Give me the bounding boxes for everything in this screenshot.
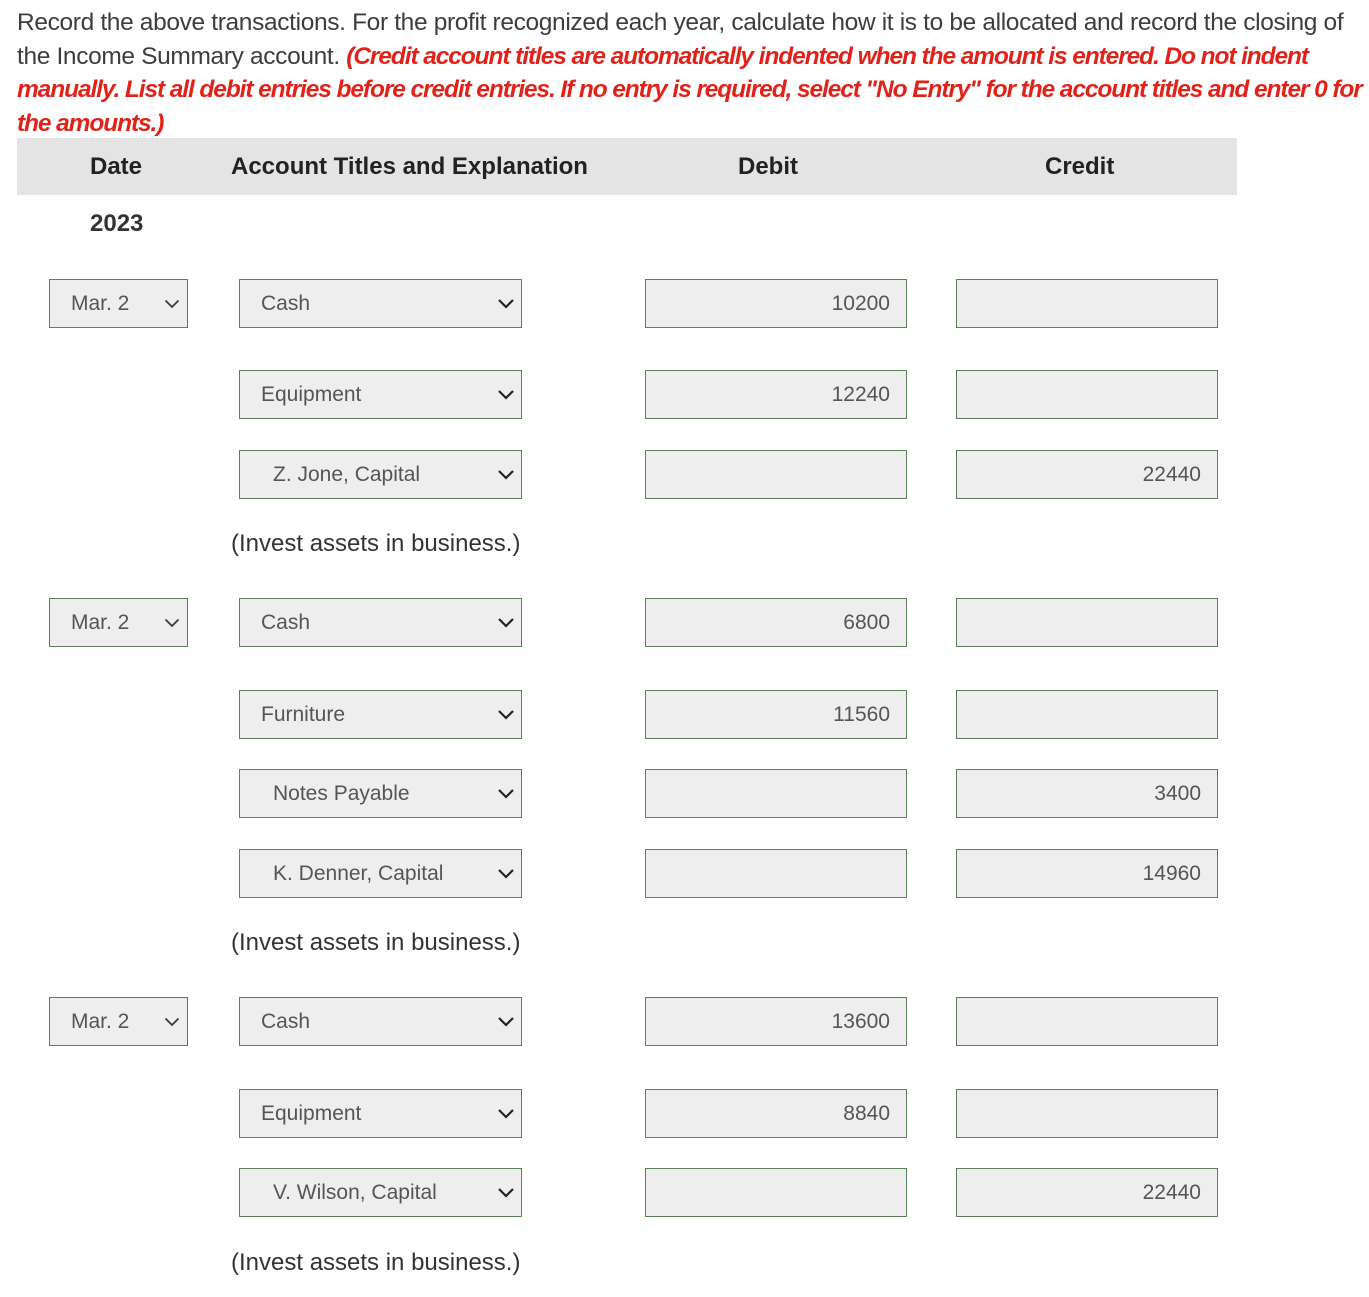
debit-value: 8840 [843,1102,890,1125]
account-select[interactable] [239,1168,522,1217]
debit-input[interactable] [645,598,907,647]
date-select-value: Mar. 2 [71,1010,130,1033]
account-select-value: Z. Jone, Capital [273,463,421,486]
credit-input[interactable] [956,1168,1218,1217]
chevron-down-icon [495,691,517,738]
account-select[interactable] [239,598,522,647]
account-select-value: Cash [261,292,311,315]
credit-value: 22440 [1142,463,1201,486]
account-select-value: Cash [261,611,311,634]
debit-column-header: Debit [738,153,798,180]
debit-input[interactable] [645,1168,907,1217]
chevron-down-icon [495,770,517,817]
credit-value: 22440 [1142,1181,1201,1204]
debit-value: 12240 [831,383,890,406]
instructions-emphasis: (Credit account titles are automatically indented when the amount is entered. Do not indent manually. List all debit entries before credit entries. If no entry is required, select "No Entry" for the account titles and enter 0 for the amounts.) [17,42,1362,137]
chevron-down-icon [495,451,517,498]
credit-input[interactable] [956,690,1218,739]
credit-value: 14960 [1142,862,1201,885]
account-column-header: Account Titles and Explanation [231,153,588,180]
credit-input[interactable] [956,997,1218,1046]
entry-explanation: (Invest assets in business.) [231,530,521,557]
debit-input[interactable] [645,997,907,1046]
chevron-down-icon [495,371,517,418]
debit-value: 11560 [833,703,890,726]
credit-input[interactable] [956,279,1218,328]
instructions-text: Record the above transactions. For the profit recognized each year, calculate how it is to be allocated and record the closing of the Income Summary account. [17,9,1344,70]
chevron-down-icon [161,998,183,1045]
account-select-value: Furniture [261,703,346,726]
chevron-down-icon [495,850,517,897]
chevron-down-icon [495,1090,517,1137]
chevron-down-icon [495,599,517,646]
account-select[interactable] [239,997,522,1046]
year-label: 2023 [90,210,144,237]
account-select[interactable] [239,769,522,818]
chevron-down-icon [161,599,183,646]
account-select-value: Notes Payable [273,782,410,805]
instructions [17,6,1367,140]
debit-input[interactable] [645,690,907,739]
date-select-value: Mar. 2 [71,611,130,634]
date-select[interactable] [49,598,188,647]
credit-input[interactable] [956,598,1218,647]
entry-explanation: (Invest assets in business.) [231,929,521,956]
account-select-value: V. Wilson, Capital [273,1181,437,1204]
credit-input[interactable] [956,370,1218,419]
journal-table-header [17,138,1237,195]
credit-input[interactable] [956,1089,1218,1138]
debit-input[interactable] [645,849,907,898]
date-select-value: Mar. 2 [71,292,130,315]
account-select-value: Equipment [261,383,362,406]
date-select[interactable] [49,279,188,328]
entry-explanation: (Invest assets in business.) [231,1249,521,1276]
date-column-header: Date [90,153,143,180]
debit-input[interactable] [645,769,907,818]
credit-column-header: Credit [1045,153,1115,180]
debit-value: 13600 [831,1010,890,1033]
chevron-down-icon [495,998,517,1045]
debit-input[interactable] [645,370,907,419]
chevron-down-icon [495,280,517,327]
account-select[interactable] [239,849,522,898]
credit-input[interactable] [956,769,1218,818]
credit-input[interactable] [956,450,1218,499]
date-select[interactable] [49,997,188,1046]
chevron-down-icon [161,280,183,327]
debit-value: 10200 [831,292,890,315]
debit-value: 6800 [843,611,890,634]
account-select[interactable] [239,370,522,419]
account-select[interactable] [239,690,522,739]
account-select[interactable] [239,1089,522,1138]
chevron-down-icon [495,1169,517,1216]
account-select-value: Equipment [261,1102,362,1125]
account-select[interactable] [239,279,522,328]
credit-value: 3400 [1154,782,1201,805]
account-select[interactable] [239,450,522,499]
debit-input[interactable] [645,279,907,328]
debit-input[interactable] [645,450,907,499]
debit-input[interactable] [645,1089,907,1138]
account-select-value: K. Denner, Capital [273,862,444,885]
credit-input[interactable] [956,849,1218,898]
account-select-value: Cash [261,1010,311,1033]
